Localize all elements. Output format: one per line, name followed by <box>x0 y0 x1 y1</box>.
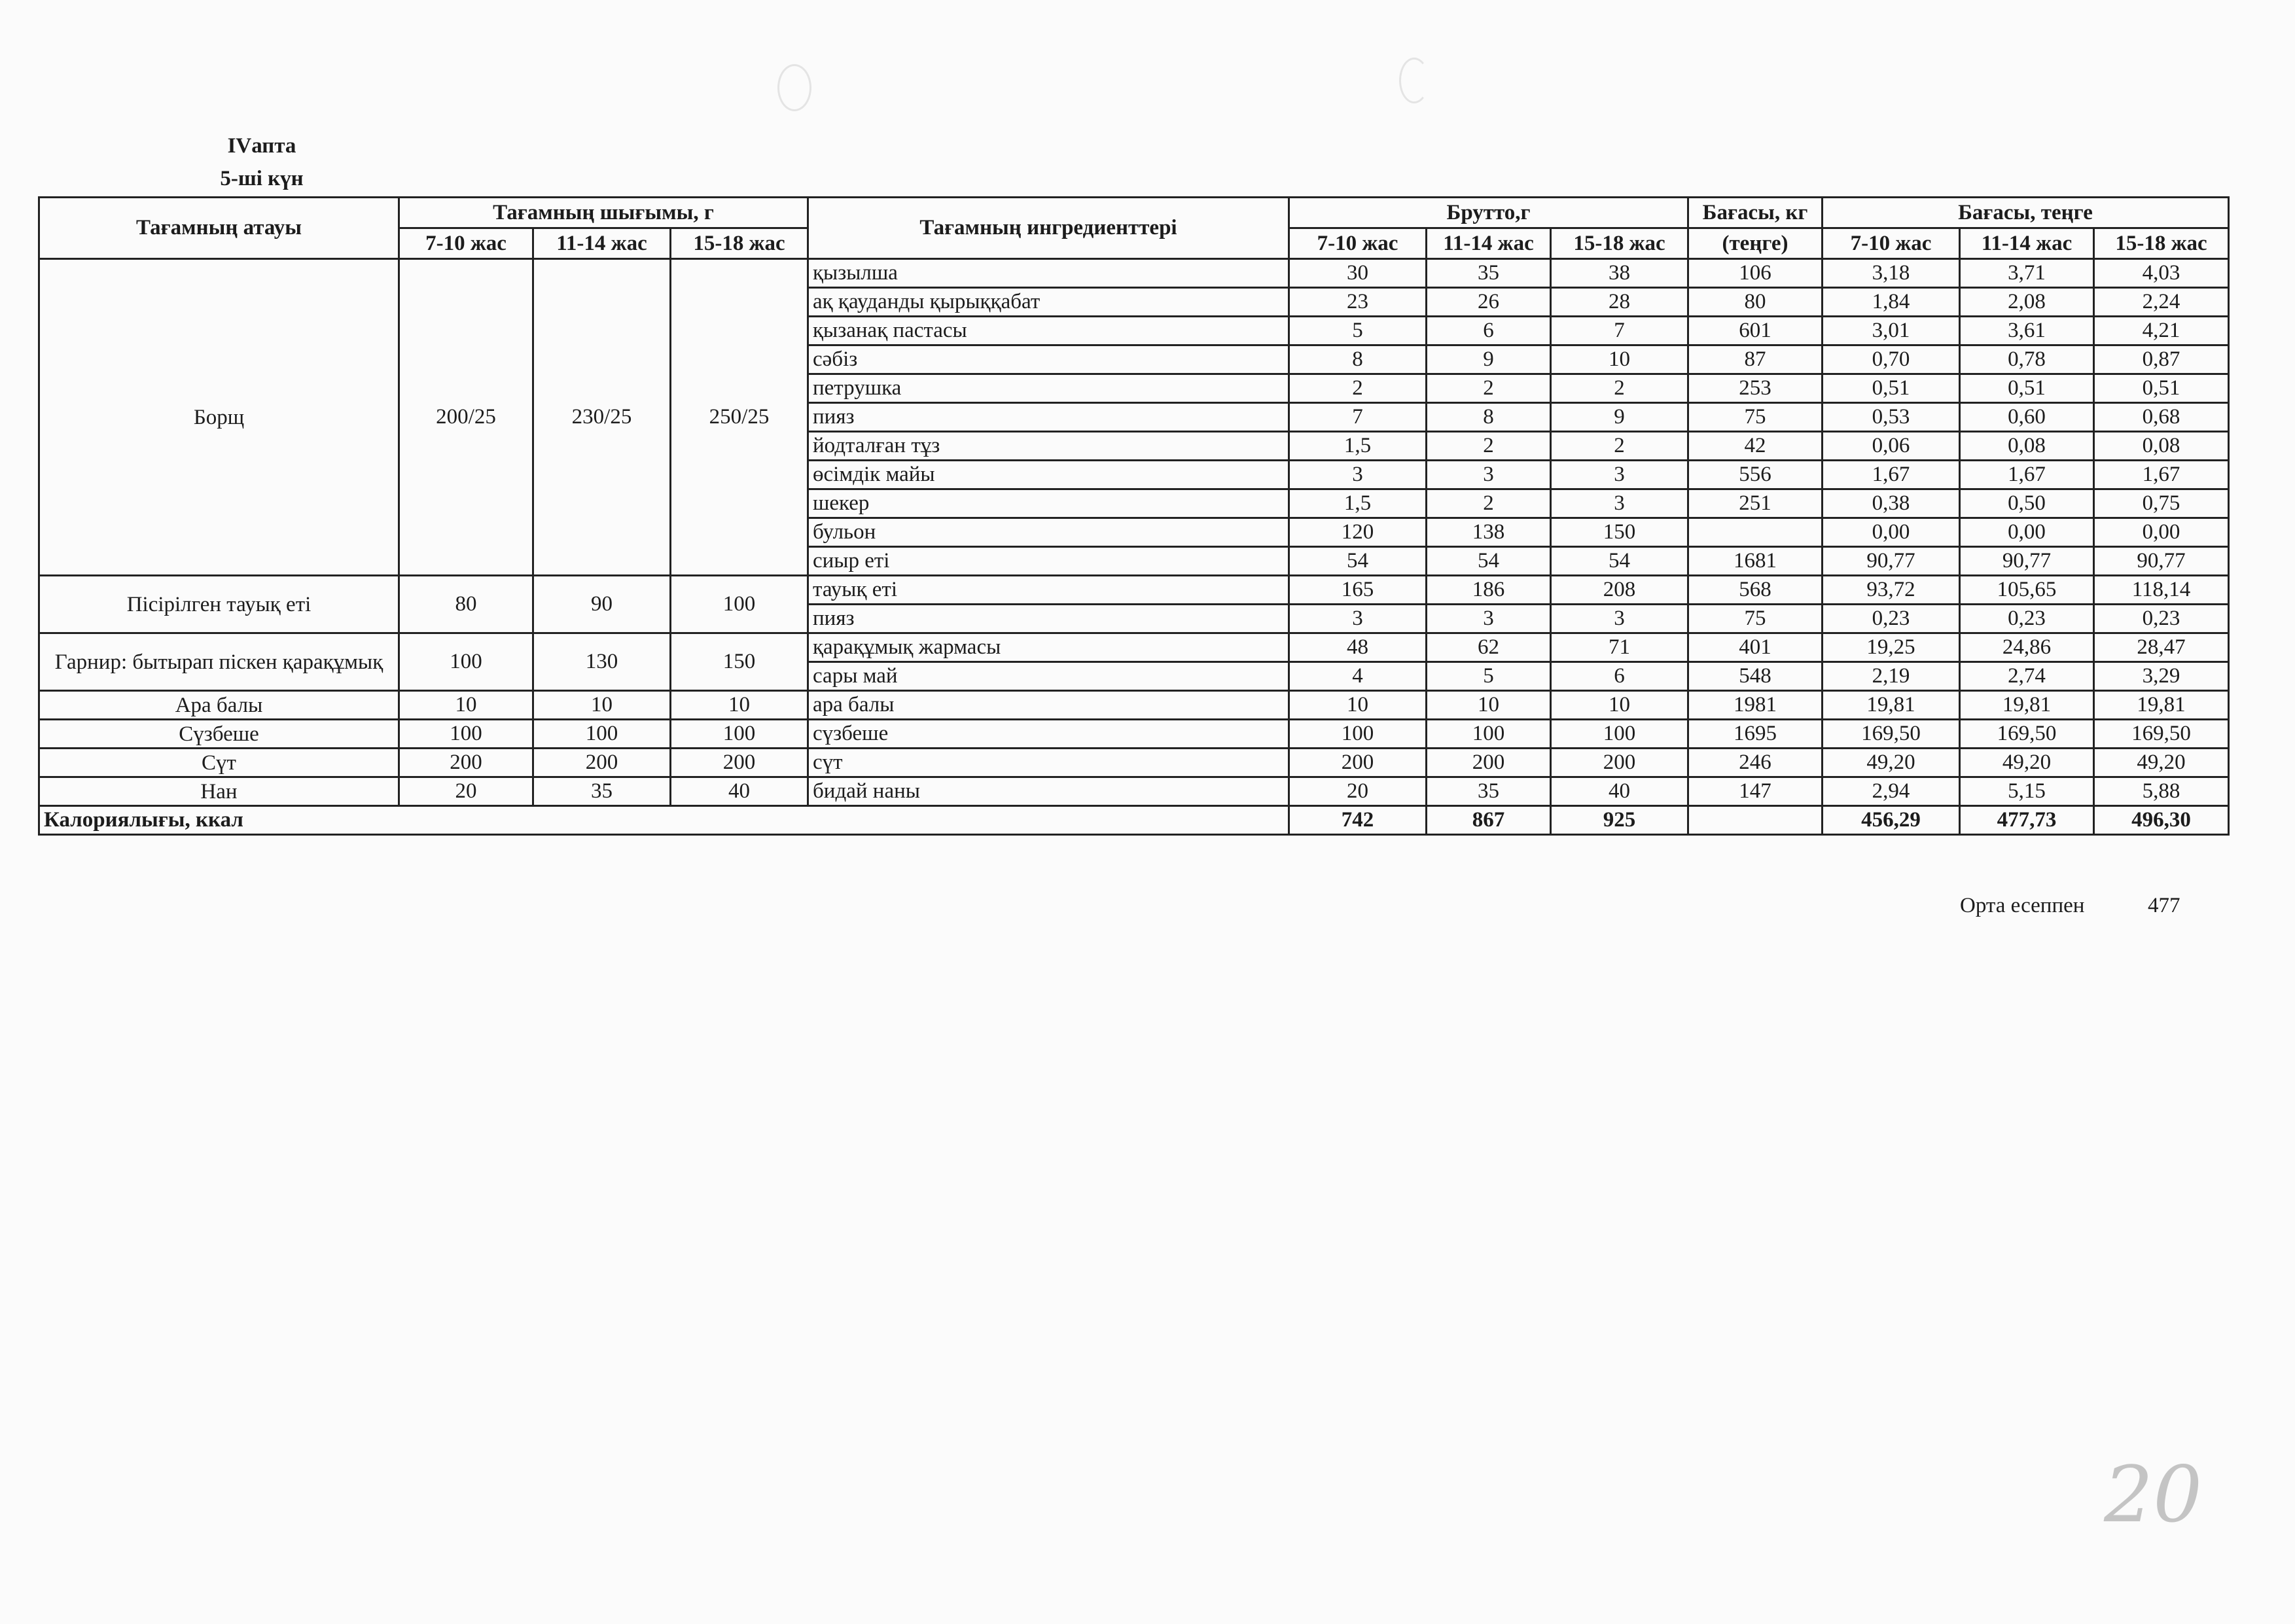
dish-yield: 200/25 <box>399 259 533 576</box>
dish-name: Нан <box>39 777 399 806</box>
price-value: 0,68 <box>2094 403 2229 432</box>
price-value: 19,25 <box>1823 633 1960 662</box>
price-value: 93,72 <box>1823 576 1960 605</box>
dish-yield: 100 <box>533 720 671 749</box>
ingredient-row <box>39 777 2229 806</box>
price-value: 90,77 <box>1960 547 2094 576</box>
price-value: 0,70 <box>1823 345 1960 374</box>
brutto-value: 8 <box>1427 403 1551 432</box>
total-brutto: 867 <box>1427 806 1551 835</box>
brutto-value: 200 <box>1551 749 1688 777</box>
brutto-value: 2 <box>1427 489 1551 518</box>
brutto-value: 10 <box>1551 691 1688 720</box>
brutto-value: 54 <box>1551 547 1688 576</box>
brutto-value: 5 <box>1427 662 1551 691</box>
header-dish-name: Тағамның атауы <box>39 198 399 259</box>
total-brutto: 925 <box>1551 806 1688 835</box>
price-per-kg: 251 <box>1688 489 1823 518</box>
price-value: 0,08 <box>2094 432 2229 461</box>
price-per-kg: 106 <box>1688 259 1823 288</box>
price-value: 0,23 <box>1960 605 2094 633</box>
price-value: 169,50 <box>1823 720 1960 749</box>
dish-yield: 100 <box>671 576 808 633</box>
brutto-value: 1,5 <box>1289 489 1427 518</box>
brutto-value: 138 <box>1427 518 1551 547</box>
price-value: 0,00 <box>2094 518 2229 547</box>
dish-yield: 150 <box>671 633 808 691</box>
dish-name: Борщ <box>39 259 399 576</box>
price-value: 1,84 <box>1823 288 1960 317</box>
price-per-kg: 87 <box>1688 345 1823 374</box>
price-value: 3,01 <box>1823 317 1960 345</box>
ingredient-row <box>39 720 2229 749</box>
average-label: Орта есеппен <box>1960 894 2085 917</box>
header-price: Бағасы, теңге <box>1823 198 2229 228</box>
price-value: 3,71 <box>1960 259 2094 288</box>
brutto-value: 3 <box>1551 605 1688 633</box>
brutto-value: 100 <box>1551 720 1688 749</box>
brutto-value: 10 <box>1551 345 1688 374</box>
dish-yield: 90 <box>533 576 671 633</box>
total-price: 456,29 <box>1823 806 1960 835</box>
dish-yield: 200 <box>671 749 808 777</box>
price-value: 0,50 <box>1960 489 2094 518</box>
price-value: 2,24 <box>2094 288 2229 317</box>
price-value: 169,50 <box>1960 720 2094 749</box>
brutto-value: 71 <box>1551 633 1688 662</box>
total-price-kg-empty <box>1688 806 1823 835</box>
dish-yield: 10 <box>399 691 533 720</box>
ingredient-name: сүт <box>808 749 1289 777</box>
price-value: 49,20 <box>1960 749 2094 777</box>
dish-yield: 200 <box>399 749 533 777</box>
brutto-value: 30 <box>1289 259 1427 288</box>
ingredient-row <box>39 259 2229 288</box>
brutto-value: 54 <box>1427 547 1551 576</box>
brutto-value: 3 <box>1551 489 1688 518</box>
header-price-kg: Бағасы, кг <box>1688 198 1823 228</box>
header-age: 7-10 жас <box>1823 228 1960 259</box>
price-per-kg: 1695 <box>1688 720 1823 749</box>
brutto-value: 38 <box>1551 259 1688 288</box>
price-value: 0,60 <box>1960 403 2094 432</box>
price-per-kg: 246 <box>1688 749 1823 777</box>
dish-name: Сүт <box>39 749 399 777</box>
ingredient-name: бульон <box>808 518 1289 547</box>
price-value: 2,19 <box>1823 662 1960 691</box>
brutto-value: 3 <box>1551 461 1688 489</box>
brutto-value: 7 <box>1289 403 1427 432</box>
brutto-value: 8 <box>1289 345 1427 374</box>
price-value: 49,20 <box>2094 749 2229 777</box>
brutto-value: 28 <box>1551 288 1688 317</box>
brutto-value: 3 <box>1289 461 1427 489</box>
brutto-value: 6 <box>1551 662 1688 691</box>
dish-name: Ара балы <box>39 691 399 720</box>
price-value: 0,51 <box>1960 374 2094 403</box>
price-value: 3,29 <box>2094 662 2229 691</box>
price-value: 90,77 <box>2094 547 2229 576</box>
price-value: 105,65 <box>1960 576 2094 605</box>
ingredient-name: қызанақ пастасы <box>808 317 1289 345</box>
ingredient-name: сүзбеше <box>808 720 1289 749</box>
header-price-kg-unit: (теңге) <box>1688 228 1823 259</box>
dish-yield: 250/25 <box>671 259 808 576</box>
header-age: 11-14 жас <box>1960 228 2094 259</box>
brutto-value: 23 <box>1289 288 1427 317</box>
dish-yield: 20 <box>399 777 533 806</box>
price-value: 19,81 <box>1823 691 1960 720</box>
brutto-value: 1,5 <box>1289 432 1427 461</box>
dish-yield: 80 <box>399 576 533 633</box>
price-value: 19,81 <box>2094 691 2229 720</box>
dish-yield: 100 <box>399 720 533 749</box>
brutto-value: 35 <box>1427 259 1551 288</box>
brutto-value: 5 <box>1289 317 1427 345</box>
header-brutto: Брутто,г <box>1289 198 1688 228</box>
brutto-value: 2 <box>1427 374 1551 403</box>
price-value: 0,51 <box>1823 374 1960 403</box>
brutto-value: 3 <box>1427 605 1551 633</box>
dish-yield: 130 <box>533 633 671 691</box>
ingredient-name: пияз <box>808 403 1289 432</box>
brutto-value: 4 <box>1289 662 1427 691</box>
price-per-kg: 80 <box>1688 288 1823 317</box>
brutto-value: 6 <box>1427 317 1551 345</box>
day-label: 5-ші күн <box>220 167 304 190</box>
ingredient-row <box>39 633 2229 662</box>
brutto-value: 40 <box>1551 777 1688 806</box>
price-value: 0,38 <box>1823 489 1960 518</box>
ingredient-row <box>39 691 2229 720</box>
total-price: 477,73 <box>1960 806 2094 835</box>
price-value: 1,67 <box>1960 461 2094 489</box>
brutto-value: 3 <box>1289 605 1427 633</box>
price-value: 0,87 <box>2094 345 2229 374</box>
brutto-value: 120 <box>1289 518 1427 547</box>
ingredient-name: өсімдік майы <box>808 461 1289 489</box>
price-value: 90,77 <box>1823 547 1960 576</box>
price-per-kg: 75 <box>1688 605 1823 633</box>
price-value: 0,78 <box>1960 345 2094 374</box>
price-value: 1,67 <box>1823 461 1960 489</box>
price-value: 19,81 <box>1960 691 2094 720</box>
price-value: 118,14 <box>2094 576 2229 605</box>
total-row <box>39 806 2229 835</box>
header-age: 7-10 жас <box>1289 228 1427 259</box>
ingredient-name: шекер <box>808 489 1289 518</box>
ingredient-name: пияз <box>808 605 1289 633</box>
price-per-kg: 568 <box>1688 576 1823 605</box>
brutto-value: 9 <box>1427 345 1551 374</box>
price-value: 1,67 <box>2094 461 2229 489</box>
brutto-value: 35 <box>1427 777 1551 806</box>
price-value: 4,21 <box>2094 317 2229 345</box>
price-value: 2,74 <box>1960 662 2094 691</box>
header-age: 15-18 жас <box>2094 228 2229 259</box>
price-per-kg <box>1688 518 1823 547</box>
brutto-value: 26 <box>1427 288 1551 317</box>
price-per-kg: 147 <box>1688 777 1823 806</box>
brutto-value: 2 <box>1551 432 1688 461</box>
price-value: 4,03 <box>2094 259 2229 288</box>
brutto-value: 186 <box>1427 576 1551 605</box>
price-per-kg: 401 <box>1688 633 1823 662</box>
menu-body <box>39 259 2229 806</box>
dish-name: Гарнир: бытырап піскен қарақұмық <box>39 633 399 691</box>
price-value: 2,94 <box>1823 777 1960 806</box>
punch-hole-right <box>1399 58 1429 103</box>
dish-yield: 10 <box>671 691 808 720</box>
total-brutto: 742 <box>1289 806 1427 835</box>
dish-yield: 200 <box>533 749 671 777</box>
brutto-value: 3 <box>1427 461 1551 489</box>
ingredient-row <box>39 749 2229 777</box>
price-value: 0,06 <box>1823 432 1960 461</box>
price-value: 49,20 <box>1823 749 1960 777</box>
brutto-value: 2 <box>1551 374 1688 403</box>
brutto-value: 2 <box>1427 432 1551 461</box>
header-age: 7-10 жас <box>399 228 533 259</box>
menu-table <box>38 196 2230 836</box>
dish-yield: 40 <box>671 777 808 806</box>
header-age: 11-14 жас <box>1427 228 1551 259</box>
price-value: 0,00 <box>1960 518 2094 547</box>
dish-yield: 100 <box>399 633 533 691</box>
header-age: 15-18 жас <box>1551 228 1688 259</box>
total-label: Калориялығы, ккал <box>39 806 1289 835</box>
price-value: 0,08 <box>1960 432 2094 461</box>
dish-yield: 10 <box>533 691 671 720</box>
ingredient-name: сары май <box>808 662 1289 691</box>
brutto-value: 48 <box>1289 633 1427 662</box>
price-value: 0,51 <box>2094 374 2229 403</box>
brutto-value: 9 <box>1551 403 1688 432</box>
ingredient-name: ақ қауданды қырыққабат <box>808 288 1289 317</box>
price-per-kg: 1981 <box>1688 691 1823 720</box>
brutto-value: 200 <box>1427 749 1551 777</box>
ingredient-name: петрушка <box>808 374 1289 403</box>
price-value: 0,23 <box>2094 605 2229 633</box>
punch-hole-left <box>777 64 811 111</box>
week-label: IVапта <box>227 134 296 158</box>
header-ingredients: Тағамның ингредиенттері <box>808 198 1289 259</box>
ingredient-row <box>39 576 2229 605</box>
price-value: 0,23 <box>1823 605 1960 633</box>
ingredient-name: ара балы <box>808 691 1289 720</box>
price-value: 3,18 <box>1823 259 1960 288</box>
price-value: 24,86 <box>1960 633 2094 662</box>
price-value: 0,53 <box>1823 403 1960 432</box>
price-value: 0,00 <box>1823 518 1960 547</box>
price-value: 3,61 <box>1960 317 2094 345</box>
brutto-value: 100 <box>1289 720 1427 749</box>
price-per-kg: 42 <box>1688 432 1823 461</box>
price-value: 2,08 <box>1960 288 2094 317</box>
brutto-value: 10 <box>1289 691 1427 720</box>
brutto-value: 208 <box>1551 576 1688 605</box>
price-value: 28,47 <box>2094 633 2229 662</box>
ingredient-name: тауық еті <box>808 576 1289 605</box>
brutto-value: 20 <box>1289 777 1427 806</box>
price-value: 5,88 <box>2094 777 2229 806</box>
price-per-kg: 1681 <box>1688 547 1823 576</box>
average-value: 477 <box>2148 894 2180 917</box>
brutto-value: 100 <box>1427 720 1551 749</box>
price-per-kg: 601 <box>1688 317 1823 345</box>
price-per-kg: 556 <box>1688 461 1823 489</box>
dish-name: Сүзбеше <box>39 720 399 749</box>
ingredient-name: қызылша <box>808 259 1289 288</box>
dish-yield: 230/25 <box>533 259 671 576</box>
brutto-value: 2 <box>1289 374 1427 403</box>
page-header <box>164 130 360 195</box>
dish-yield: 100 <box>671 720 808 749</box>
ingredient-name: сиыр еті <box>808 547 1289 576</box>
price-per-kg: 548 <box>1688 662 1823 691</box>
brutto-value: 10 <box>1427 691 1551 720</box>
price-value: 0,75 <box>2094 489 2229 518</box>
price-per-kg: 75 <box>1688 403 1823 432</box>
brutto-value: 165 <box>1289 576 1427 605</box>
handwritten-page-number: 20 <box>2104 1449 2203 1540</box>
brutto-value: 7 <box>1551 317 1688 345</box>
brutto-value: 150 <box>1551 518 1688 547</box>
ingredient-name: бидай наны <box>808 777 1289 806</box>
ingredient-name: қарақұмық жармасы <box>808 633 1289 662</box>
total-price: 496,30 <box>2094 806 2229 835</box>
header-age: 11-14 жас <box>533 228 671 259</box>
dish-yield: 35 <box>533 777 671 806</box>
price-value: 5,15 <box>1960 777 2094 806</box>
price-value: 169,50 <box>2094 720 2229 749</box>
header-yield: Тағамның шығымы, г <box>399 198 808 228</box>
header-age: 15-18 жас <box>671 228 808 259</box>
price-per-kg: 253 <box>1688 374 1823 403</box>
ingredient-name: сәбіз <box>808 345 1289 374</box>
ingredient-name: йодталған тұз <box>808 432 1289 461</box>
brutto-value: 200 <box>1289 749 1427 777</box>
dish-name: Пісірілген тауық еті <box>39 576 399 633</box>
brutto-value: 54 <box>1289 547 1427 576</box>
brutto-value: 62 <box>1427 633 1551 662</box>
